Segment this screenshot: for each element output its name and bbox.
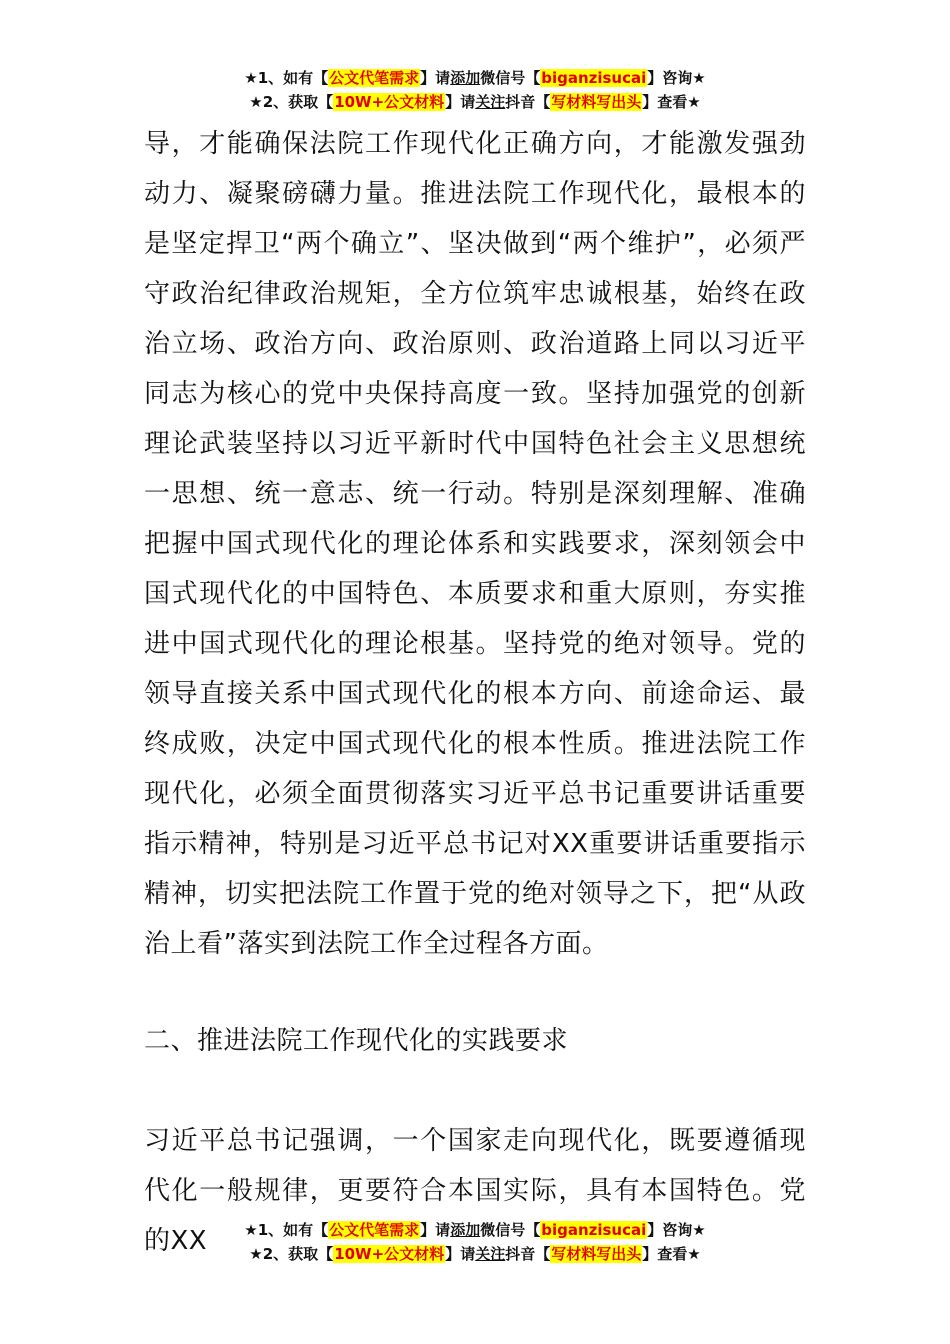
body-paragraph: 习近平总书记强调，一个国家走向现代化，既要遵循现代化一般规律，更要符合本国实际，具有本国特色。党的XX — [144, 1126, 806, 1256]
banner-douyin-id: 写材料写出头 — [551, 1245, 642, 1263]
banner-highlight: 公文代笔需求 — [329, 69, 420, 87]
banner-line-1: ★1、如有【公文代笔需求】请添加微信号【biganzisucai】咨询★ — [244, 69, 706, 87]
banner-highlight: 公文代笔需求 — [329, 1221, 420, 1239]
banner-highlight: 10W+公文材料 — [334, 1245, 445, 1263]
banner-douyin-id: 写材料写出头 — [551, 93, 642, 111]
banner-highlight: 10W+公文材料 — [334, 93, 445, 111]
banner-line-2: ★2、获取【10W+公文材料】请关注抖音【写材料写出头】查看★ — [249, 93, 701, 111]
banner-wechat-id: biganzisucai — [541, 1221, 647, 1239]
header-banner — [0, 66, 950, 114]
footer-banner — [0, 1218, 950, 1266]
body-paragraph: 导，才能确保法院工作现代化正确方向，才能激发强劲动力、凝聚磅礴力量。推进法院工作现代化，最根本的是坚定捍卫“两个确立”、坚决做到“两个维护”，必须严守政治纪律政治规矩，全方位筑牢忠诚根基，始终在政治立场、政治方向、政治原则、政治道路上同以习近平同志为核心的党中央保持高度一致。坚持加强党的创新理论武装坚持以习近平新时代中国特色社会主义思想统一思想、统一意志、统一行动。特别是深刻理解、准确把握中国式现代化的理论体系和实践要求，深刻领会中国式现代化的中国特色、本质要求和重大原则，夯实推进中国式现代化的理论根基。坚持党的绝对领导。党的领导直接关系中国式现代化的根本方向、前途命运、最终成败，决定中国式现代化的根本性质。推进法院工作现代化，必须全面贯彻落实习近平总书记重要讲话重要指示精神，特别是习近平总书记对XX重要讲话重要指示精神，切实把法院工作置于党的绝对领导之下，把“从政治上看”落实到法院工作全过程各方面。 — [144, 129, 806, 959]
banner-line-2: ★2、获取【10W+公文材料】请关注抖音【写材料写出头】查看★ — [249, 1245, 701, 1263]
banner-line-1: ★1、如有【公文代笔需求】请添加微信号【biganzisucai】咨询★ — [244, 1221, 706, 1239]
section-heading: 二、推进法院工作现代化的实践要求 — [144, 1026, 569, 1056]
banner-wechat-id: biganzisucai — [541, 69, 647, 87]
